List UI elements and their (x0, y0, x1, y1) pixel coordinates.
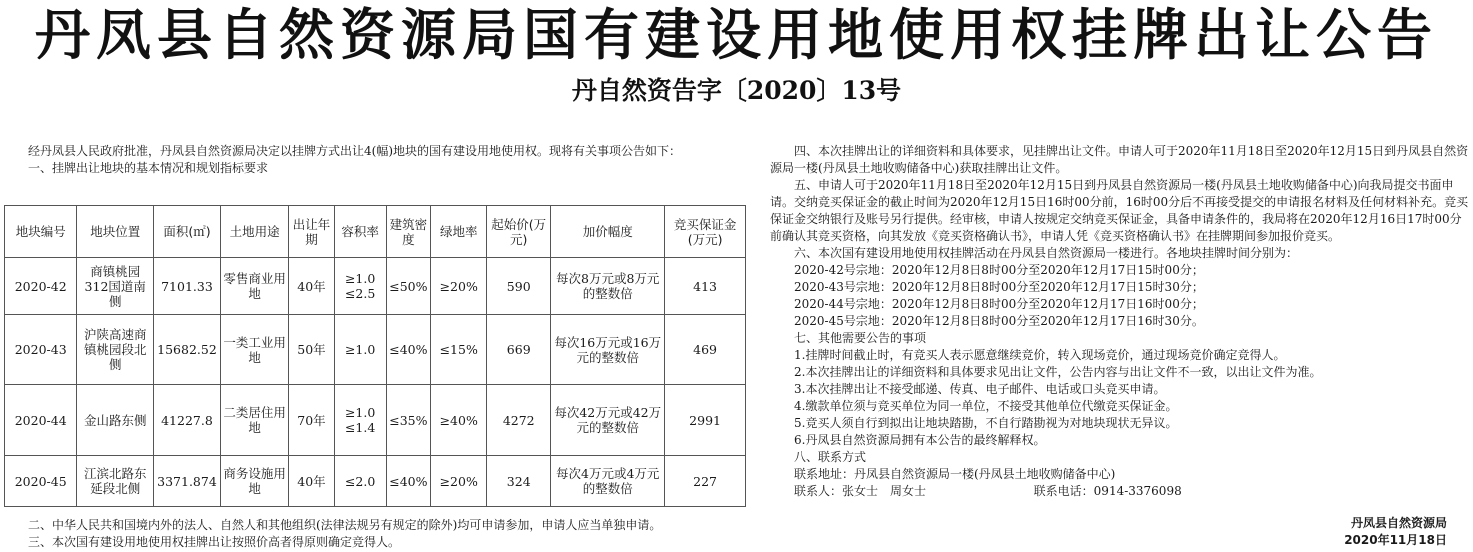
land-parcel-table (4, 205, 746, 507)
cell-bid-increment: 每次42万元或42万元的整数倍 (551, 385, 665, 456)
section-8-title: 八、联系方式 (794, 450, 867, 464)
section-7-item: 1.挂牌时间截止时，有竞买人表示愿意继续竞价，转入现场竞价，通过现场竞价确定竞得人。 (794, 348, 1286, 362)
cell-land-use: 二类居住用地 (220, 385, 288, 456)
section-7-item: 4.缴款单位须与竞买单位为同一单位，不接受其他单位代缴竞买保证金。 (794, 399, 1178, 413)
cell-building-density: ≤40% (386, 315, 431, 385)
cell-deposit: 413 (665, 258, 746, 315)
header-land-use: 土地用途 (220, 206, 288, 258)
left-column (4, 143, 746, 177)
section-5: 五、申请人可于2020年11月18日至2020年12月15日到丹凤县自然资源局一楼(丹凤县土地收购储备中心)向我局提交书面申请。交纳竞买保证金的截止时间为2020年12月15日16时00分前，16时00分后不再接受提交的申请报名材料及任何材料补充。竞买保证金交纳银行及账号另行提供。经审核，申请人按规定交纳竞买保证金，具备申请条件的，我局将在2020年12月16日17时00分前确认其竞买资格，向其发放《竞买资格确认书》，申请人凭《竞买资格确认书》在挂牌期间参加报价竞买。 (770, 178, 1469, 243)
cell-land-use: 一类工业用地 (220, 315, 288, 385)
section-3: 三、本次国有建设用地使用权挂牌出让按照价高者得原则确定竞得人。 (28, 535, 401, 549)
section-7-item: 6.丹凤县自然资源局拥有本公告的最终解释权。 (794, 433, 1046, 447)
header-parcel-id: 地块编号 (5, 206, 77, 258)
section-2: 二、中华人民共和国境内外的法人、自然人和其他组织(法律法规另有规定的除外)均可申请参加，申请人应当单独申请。 (28, 518, 662, 532)
contact-address: 联系地址：丹凤县自然资源局一楼(丹凤县土地收购储备中心) (794, 467, 1116, 481)
section-7-item: 2.本次挂牌出让的详细资料和具体要求见出让文件，公告内容与出让文件不一致，以出让文件为准。 (794, 365, 1322, 379)
cell-bid-increment: 每次8万元或8万元的整数倍 (551, 258, 665, 315)
cell-building-density: ≤35% (386, 385, 431, 456)
contact-person: 联系人：张女士 周女士 (794, 484, 927, 498)
cell-land-use: 零售商业用地 (220, 258, 288, 315)
section-7-item: 5.竞买人须自行到拟出让地块踏勘，不自行踏勘视为对地块现状无异议。 (794, 416, 1178, 430)
cell-parcel-id: 2020-42 (5, 258, 77, 315)
cell-building-density: ≤40% (386, 456, 431, 507)
table-row (5, 385, 746, 456)
cell-plot-ratio: ≤2.0 (334, 456, 386, 507)
header-term: 出让年期 (289, 206, 335, 258)
cell-plot-ratio: ≥1.0 (334, 315, 386, 385)
table-header-row (5, 206, 746, 258)
cell-area: 3371.874 (154, 456, 221, 507)
cell-area: 7101.33 (154, 258, 221, 315)
cell-green-rate: ≥40% (431, 385, 487, 456)
cell-area: 41227.8 (154, 385, 221, 456)
issuer-signature (1344, 515, 1447, 549)
section-6-item: 2020-44号宗地：2020年12月8日8时00分至2020年12月17日16时00分； (794, 297, 1204, 311)
header-location: 地块位置 (77, 206, 154, 258)
header-deposit: 竞买保证金(万元) (665, 206, 746, 258)
cell-plot-ratio: ≥1.0 ≤2.5 (334, 258, 386, 315)
cell-term: 50年 (289, 315, 335, 385)
header-building-density: 建筑密度 (386, 206, 431, 258)
cell-start-price: 324 (487, 456, 551, 507)
cell-location: 沪陕高速商镇桃园段北侧 (77, 315, 154, 385)
header-bid-increment: 加价幅度 (551, 206, 665, 258)
header-area: 面积(㎡) (154, 206, 221, 258)
section-6-item: 2020-45号宗地：2020年12月8日8时00分至2020年12月17日16时30分。 (794, 314, 1204, 328)
issuer-name: 丹凤县自然资源局 (1350, 516, 1447, 530)
section-6-item: 2020-43号宗地：2020年12月8日8时00分至2020年12月17日15时30分； (794, 280, 1204, 294)
left-bottom-sections (4, 517, 746, 551)
cell-bid-increment: 每次16万元或16万元的整数倍 (551, 315, 665, 385)
section-4: 四、本次挂牌出让的详细资料和具体要求，见挂牌出让文件。申请人可于2020年11月18日至2020年12月15日到丹凤县自然资源局一楼(丹凤县土地收购储备中心)获取挂牌出让文件。 (770, 144, 1469, 175)
cell-area: 15682.52 (154, 315, 221, 385)
header-start-price: 起始价(万元) (487, 206, 551, 258)
cell-start-price: 4272 (487, 385, 551, 456)
cell-term: 40年 (289, 456, 335, 507)
header-plot-ratio: 容积率 (334, 206, 386, 258)
notice-title: 丹凤县自然资源局国有建设用地使用权挂牌出让公告 (34, 3, 1438, 67)
cell-location: 金山路东侧 (77, 385, 154, 456)
cell-deposit: 469 (665, 315, 746, 385)
document-number: 丹自然资告字〔2020〕13号 (571, 76, 902, 105)
cell-term: 70年 (289, 385, 335, 456)
contact-phone: 联系电话：0914-3376098 (1033, 484, 1182, 498)
cell-parcel-id: 2020-43 (5, 315, 77, 385)
cell-green-rate: ≥20% (431, 258, 487, 315)
right-column (770, 143, 1470, 500)
issue-date: 2020年11月18日 (1344, 533, 1447, 547)
cell-green-rate: ≤15% (431, 315, 487, 385)
cell-location: 江滨北路东延段北侧 (77, 456, 154, 507)
header-green-rate: 绿地率 (431, 206, 487, 258)
table-row (5, 258, 746, 315)
cell-green-rate: ≥20% (431, 456, 487, 507)
section-1-title: 一、挂牌出让地块的基本情况和规划指标要求 (28, 161, 269, 175)
cell-deposit: 2991 (665, 385, 746, 456)
cell-parcel-id: 2020-44 (5, 385, 77, 456)
cell-start-price: 590 (487, 258, 551, 315)
cell-parcel-id: 2020-45 (5, 456, 77, 507)
section-6-item: 2020-42号宗地：2020年12月8日8时00分至2020年12月17日15时00分； (794, 263, 1204, 277)
section-7-title: 七、其他需要公告的事项 (794, 331, 927, 345)
cell-land-use: 商务设施用地 (220, 456, 288, 507)
cell-start-price: 669 (487, 315, 551, 385)
table-row (5, 456, 746, 507)
section-7-item: 3.本次挂牌出让不接受邮递、传真、电子邮件、电话或口头竞买申请。 (794, 382, 1166, 396)
section-6-title: 六、本次国有建设用地使用权挂牌活动在丹凤县自然资源局一楼进行。各地块挂牌时间分别为： (794, 246, 1299, 260)
table-row (5, 315, 746, 385)
cell-plot-ratio: ≥1.0 ≤1.4 (334, 385, 386, 456)
contact-row (770, 483, 1470, 500)
cell-bid-increment: 每次4万元或4万元的整数倍 (551, 456, 665, 507)
intro-paragraph: 经丹凤县人民政府批准，丹凤县自然资源局决定以挂牌方式出让4(幅)地块的国有建设用地使用权。现将有关事项公告如下： (28, 144, 682, 158)
cell-location: 商镇桃园312国道南侧 (77, 258, 154, 315)
cell-deposit: 227 (665, 456, 746, 507)
cell-building-density: ≤50% (386, 258, 431, 315)
cell-term: 40年 (289, 258, 335, 315)
